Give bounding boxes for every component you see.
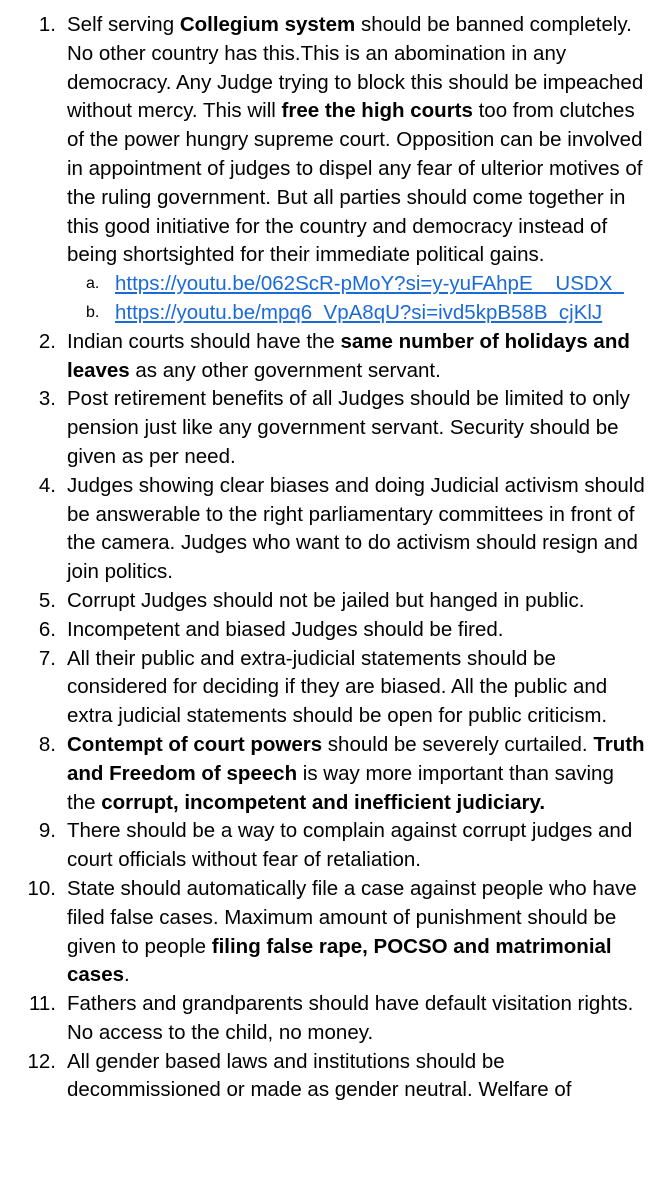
list-item (0, 875, 661, 990)
text-segment: too from clutches of the power hungry supreme court. Opposition can be involved in appointment of judges to dispel any fear of ulterior motives of the ruling government. But all parties should come together in this good initiative for the country and democracy instead of being shortsighted for their immediate political gains. (67, 99, 643, 267)
list-item-number: 2. (38, 329, 56, 353)
text-segment: Post retirement benefits of all Judges should be limited to only pension just like any government servant. Security should be given as per need. (67, 387, 630, 468)
list-item (0, 990, 661, 1048)
bold-text: same number of holidays and leaves (67, 329, 630, 382)
bold-text: filing false rape, POCSO and matrimonial cases (67, 934, 612, 987)
list-item-number: 4. (38, 473, 56, 497)
list-item-text (67, 990, 647, 1048)
youtube-link[interactable]: https://youtu.be/mpq6_VpA8qU?si=ivd5kpB58B_cjKlJ (115, 300, 603, 324)
list-item (0, 472, 661, 587)
list-item-text (67, 616, 647, 645)
list-item-number: 6. (38, 617, 56, 641)
list-item (0, 385, 661, 471)
bold-text: Truth and Freedom of speech (67, 732, 645, 785)
text-segment: Incompetent and biased Judges should be fired. (67, 617, 504, 641)
text-segment: Self serving (67, 13, 180, 36)
text-segment: All gender based laws and institutions should be decommissioned or made as gender neutral. Welfare of (67, 1049, 572, 1102)
text-segment: is way more important than saving the (67, 761, 614, 814)
list-item-text (67, 472, 647, 587)
list-item-number: 12. (27, 1049, 56, 1073)
list-item (0, 731, 661, 817)
list-item-text (67, 385, 647, 471)
text-segment: There should be a way to complain against corrupt judges and court officials without fear of retaliation. (67, 819, 633, 872)
list-item-number: 3. (38, 387, 56, 411)
text-segment: State should automatically file a case against people who have filed false cases. Maximum amount of punishment should be given to people (67, 876, 637, 958)
list-item (0, 645, 661, 731)
text-segment: should be banned completely. No other country has this.This is an abomination in any democracy. Any Judge trying to block this should be impeached without mercy. This will (67, 13, 644, 123)
sub-list-letter: a. (86, 275, 100, 293)
list-item (0, 1048, 661, 1106)
list-item-text (67, 731, 647, 817)
text-segment: should be severely curtailed. (322, 732, 594, 756)
bold-text: free the high courts (281, 99, 473, 123)
list-item-text (67, 645, 647, 731)
youtube-link[interactable]: https://youtu.be/062ScR-pMoY?si=y-yuFAhpE__USDX_ (115, 272, 624, 296)
sub-list-item (0, 299, 661, 328)
sub-list-item (0, 270, 661, 299)
list-item-text (67, 11, 647, 270)
bold-text: Contempt of court powers (67, 732, 323, 756)
list-item (0, 587, 661, 616)
list-item-text (67, 1048, 647, 1106)
list-item (0, 11, 661, 270)
text-segment: Fathers and grandparents should have default visitation rights. No access to the child, no money. (67, 992, 634, 1044)
list-item-number: 10. (27, 876, 56, 900)
list-item-number: 7. (38, 646, 56, 670)
sub-list-letter: b. (86, 303, 100, 321)
list-item-number: 5. (38, 588, 56, 612)
text-segment: Judges showing clear biases and doing Judicial activism should be answerable to the right parliamentary committees in front of the camera. Judges who want to do activism should resign and join politics. (67, 473, 645, 584)
numbered-list (0, 11, 661, 1105)
list-item-number: 8. (38, 732, 56, 756)
list-item-text (67, 875, 647, 990)
text-segment: . (124, 963, 130, 987)
bold-text: corrupt, incompetent and inefficient judiciary. (101, 790, 546, 814)
text-segment: All their public and extra-judicial statements should be considered for deciding if they are biased. All the public and extra judicial statements should be open for public criticism. (67, 646, 608, 728)
text-segment: Indian courts should have the (67, 329, 341, 353)
list-item-number: 9. (38, 819, 56, 843)
bold-text: Collegium system (179, 13, 356, 36)
list-item-text (67, 817, 647, 875)
list-item-number: 1. (38, 13, 56, 36)
list-item-text (67, 587, 647, 616)
list-item-number: 11. (29, 992, 56, 1016)
text-segment: Corrupt Judges should not be jailed but hanged in public. (67, 588, 585, 612)
list-item (0, 328, 661, 386)
list-item (0, 616, 661, 645)
list-item (0, 817, 661, 875)
text-segment: as any other government servant. (129, 358, 441, 382)
list-item-text (67, 328, 647, 386)
